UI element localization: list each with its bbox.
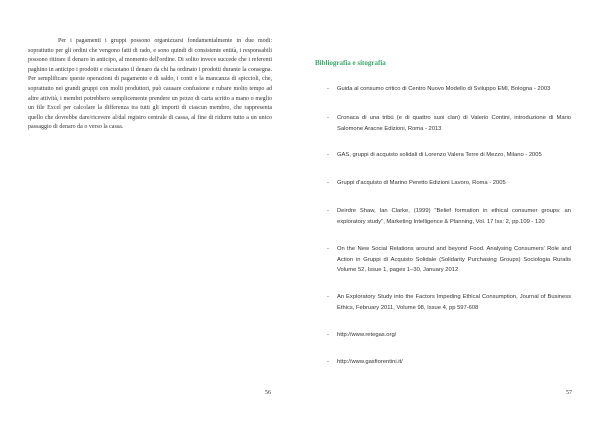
bibliography-item: - Guida al consumo critico di Centro Nuovo Modello di Sviluppo EMI, Bologna - 2003 [327,86,551,92]
page-number: 56 [265,390,271,396]
page-57 [300,0,600,424]
section-heading: Bibliografia e sitografia [315,59,386,67]
page-number: 57 [566,390,572,396]
bibliography-item: - Deirdre Shaw, Ian Clarke, (1999) "Belief formation in ethical consumer groups: an exploratory study", Marketing Intelligence & Planning, Vol. 17 Iss: 2, pp.109 - 120 [327,208,571,225]
bibliography-item: - Gruppi d'acquisto di Marino Peretto Edizioni Lavoro, Roma - 2005 [327,180,506,186]
bibliography-item: - GAS, gruppi di acquisto solidali di Lorenzo Valera Terre di Mezzo, Milano - 2005 [327,152,542,158]
bibliography-link[interactable]: - http://www.retegas.org/ [327,332,397,338]
body-paragraph: Per i pagamenti i gruppi possono organizzarsi fondamentalmente in due modi: soprattutto per gli ordini che vengono fatti di rado, e sono quindi di consistente entità, i responsabili possono ritirare il denaro in anticipo, al momento dell'ordine. Di solito invece succede che i referenti paghino in anticipo i prodotti e riscuotano il denaro da chi ha ordinato i prodotti durante la consegna. Per semplificare queste operazioni di pagamento e di saldo, i conti e la mancanza di spiccioli, che, soprattutto nei grandi gruppi con molti produttori, può causare confusione e rubare molto tempo ad altre attività, i membri potrebbero semplicemente prendere un pezzo di carta scritto a mano o meglio un file Excel per calcolare la differenza tra tutti gli importi di ciascun membro, che rappresenta quello che dovrebbe dare/ricevere al/dal registro centrale di cassa, al fine di ridurre tutto a un unico passaggio di denaro da o verso la cassa. [28,38,272,131]
bibliography-link[interactable]: - http://www.gasfiorentini.it/ [327,359,403,365]
bibliography-item: - On the New Social Relations around and beyond Food. Analysing Consumers' Role and Action in Gruppi di Acquisto Solidale (Solidarity Purchasing Groups) Sociologia Ruralis Volume 52, Issue 1, pages 1–30, January 2012 [327,246,571,273]
bibliography-item: - Cronaca di una tribù (e di quattro suoi clan) di Valerio Contini, introduzione di Mario Salomone Aracne Edizioni, Roma - 2013 [327,115,571,132]
bibliography-item: - An Exploratory Study into the Factors Impeding Ethical Consumption, Journal of Business Ethics, February 2011, Volume 98, Issue 4, pp 597-608 [327,294,571,311]
